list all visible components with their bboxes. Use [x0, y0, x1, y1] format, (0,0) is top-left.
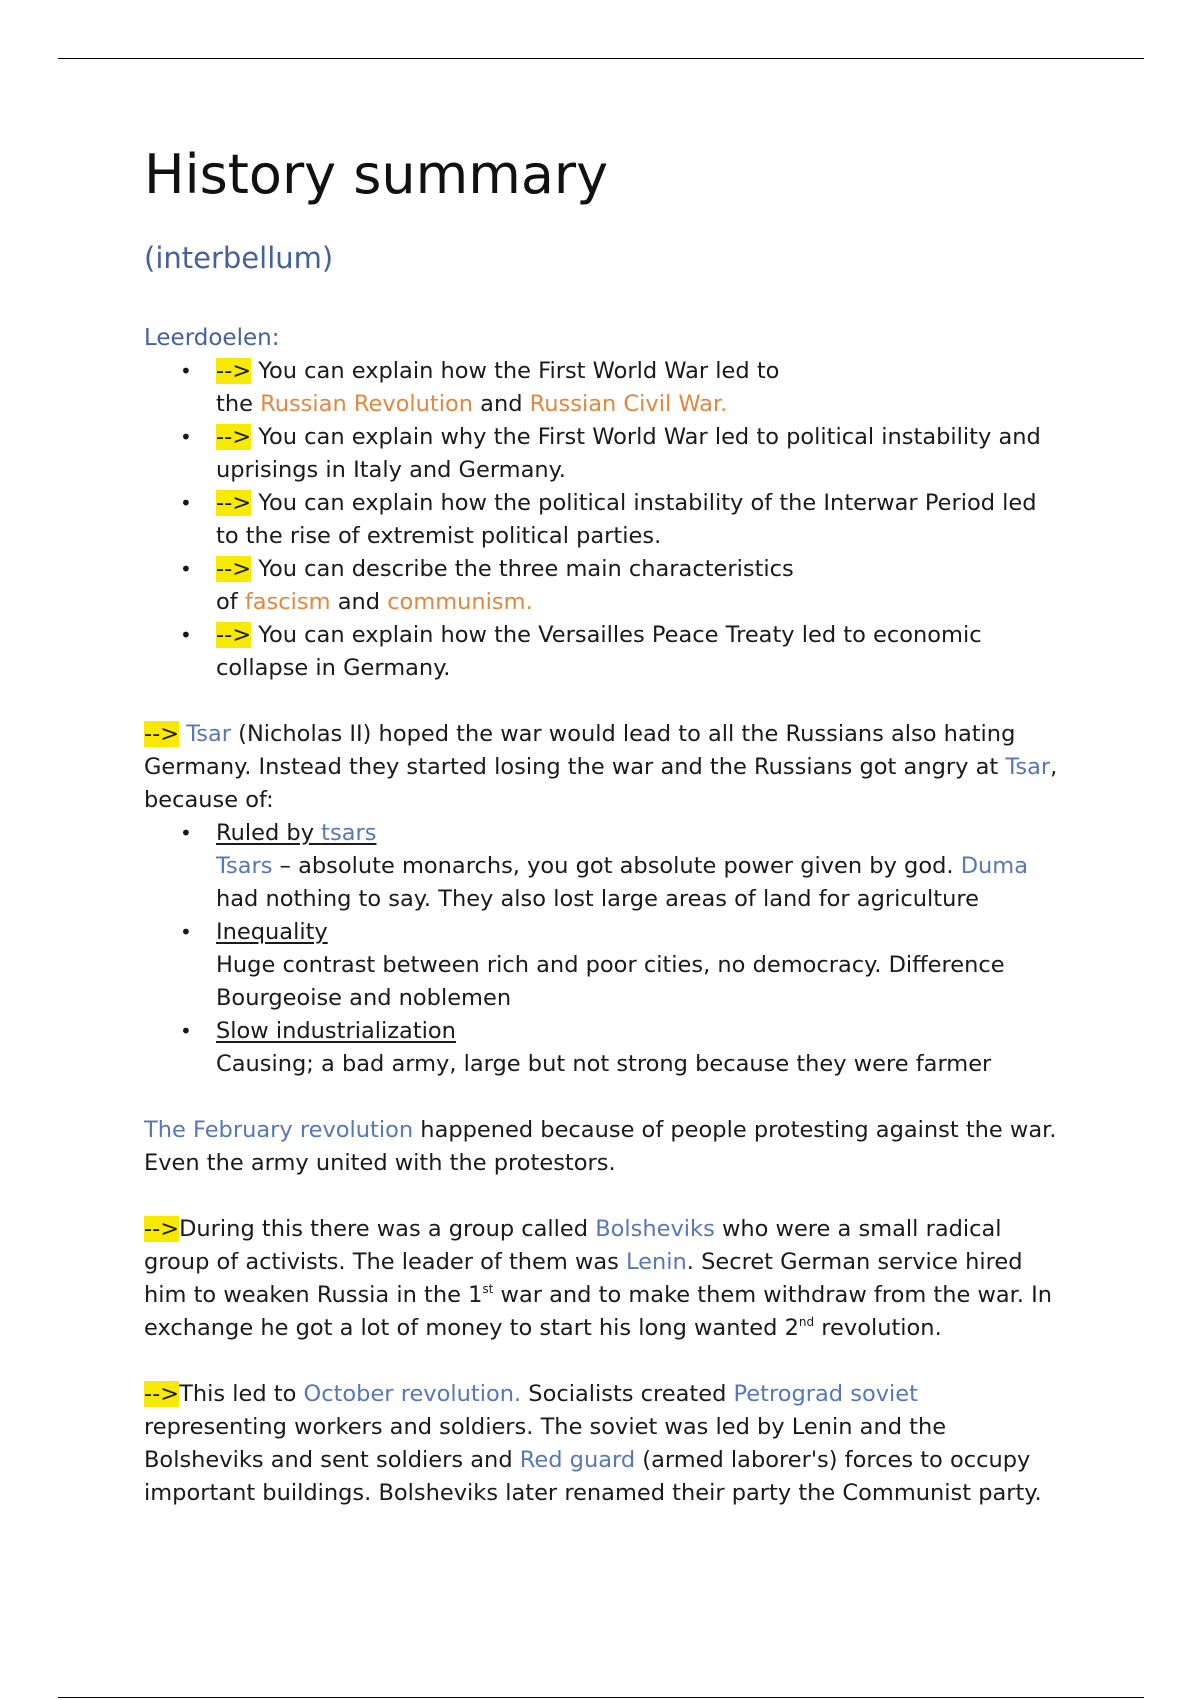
cause-title: Ruled by tsars — [216, 820, 377, 846]
arrow-marker: --> — [216, 490, 252, 516]
objectives-heading: Leerdoelen: — [144, 325, 280, 351]
term-february-revolution: The February revolution — [144, 1117, 414, 1143]
term-tsar: Tsar — [1005, 754, 1051, 780]
term-duma: Duma — [960, 853, 1028, 879]
term-bolsheviks: Bolsheviks — [595, 1216, 715, 1242]
arrow-marker: --> — [216, 358, 252, 384]
bottom-rule — [58, 1697, 1144, 1698]
objectives-list — [144, 355, 1064, 685]
document-title: History summary — [144, 143, 609, 206]
bolsheviks-paragraph: -->During this there was a group called Bolsheviks who were a small radical group of activists. The leader of them was Lenin. Secret German service hired him to weaken Russia in the 1st war and to make them withdraw from the war. In exchange he got a lot of money to start his long wanted 2nd revolution. — [144, 1216, 1053, 1341]
objective-item: • --> You can explain how the Versailles Peace Treaty led to economic collapse in Germany. — [144, 619, 1064, 685]
top-rule — [58, 58, 1144, 59]
cause-title: Inequality — [216, 919, 328, 945]
arrow-marker: --> — [216, 622, 252, 648]
tsar-paragraph: --> Tsar (Nicholas II) hoped the war would lead to all the Russians also hating Germany. Instead they started losing the war and the Russians got angry at Tsar, because of: — [144, 721, 1058, 813]
arrow-marker: --> — [144, 1381, 180, 1407]
arrow-marker: --> — [216, 556, 252, 582]
term-communism: communism. — [387, 589, 533, 615]
term-russian-revolution: Russian Revolution — [260, 391, 474, 417]
february-paragraph: The February revolution happened because of people protesting against the war. Even the army united with the protestors. — [144, 1117, 1057, 1176]
arrow-marker: --> — [144, 721, 180, 747]
term-russian-civil-war: Russian Civil War. — [529, 391, 728, 417]
term-tsars: Tsars — [216, 853, 273, 879]
objective-item: • --> You can explain why the First World War led to political instability and uprisings in Italy and Germany. — [144, 421, 1064, 487]
cause-item: • Ruled by tsars Tsars – absolute monarchs, you got absolute power given by god. Duma had nothing to say. They also lost large areas of land for agriculture — [144, 817, 1064, 916]
document-body — [144, 138, 1064, 1510]
term-tsar: Tsar — [186, 721, 232, 747]
term-october-revolution: October revolution. — [303, 1381, 522, 1407]
cause-title: Slow industrialization — [216, 1018, 456, 1044]
causes-list — [144, 817, 1064, 1081]
october-paragraph: -->This led to October revolution. Socialists created Petrograd soviet representing workers and soldiers. The soviet was led by Lenin and the Bolsheviks and sent soldiers and Red guard (armed laborer's) forces to occupy important buildings. Bolsheviks later renamed their party the Communist party. — [144, 1381, 1042, 1506]
objective-item: • --> You can explain how the First World War led to the Russian Revolution and Russian Civil War. — [144, 355, 1064, 421]
objective-item: • --> You can explain how the political instability of the Interwar Period led to the rise of extremist political parties. — [144, 487, 1064, 553]
document-subtitle: (interbellum) — [144, 241, 334, 275]
term-fascism: fascism — [244, 589, 331, 615]
term-red-guard: Red guard — [519, 1447, 636, 1473]
arrow-marker: --> — [216, 424, 252, 450]
cause-item: • Inequality Huge contrast between rich and poor cities, no democracy. Difference Bourgeoise and noblemen — [144, 916, 1064, 1015]
term-lenin: Lenin — [626, 1249, 687, 1275]
arrow-marker: --> — [144, 1216, 180, 1242]
term-petrograd-soviet: Petrograd soviet — [733, 1381, 918, 1407]
cause-item: • Slow industrialization Causing; a bad army, large but not strong because they were farmer — [144, 1015, 1064, 1081]
objective-item: • --> You can describe the three main characteristics of fascism and communism. — [144, 553, 1064, 619]
